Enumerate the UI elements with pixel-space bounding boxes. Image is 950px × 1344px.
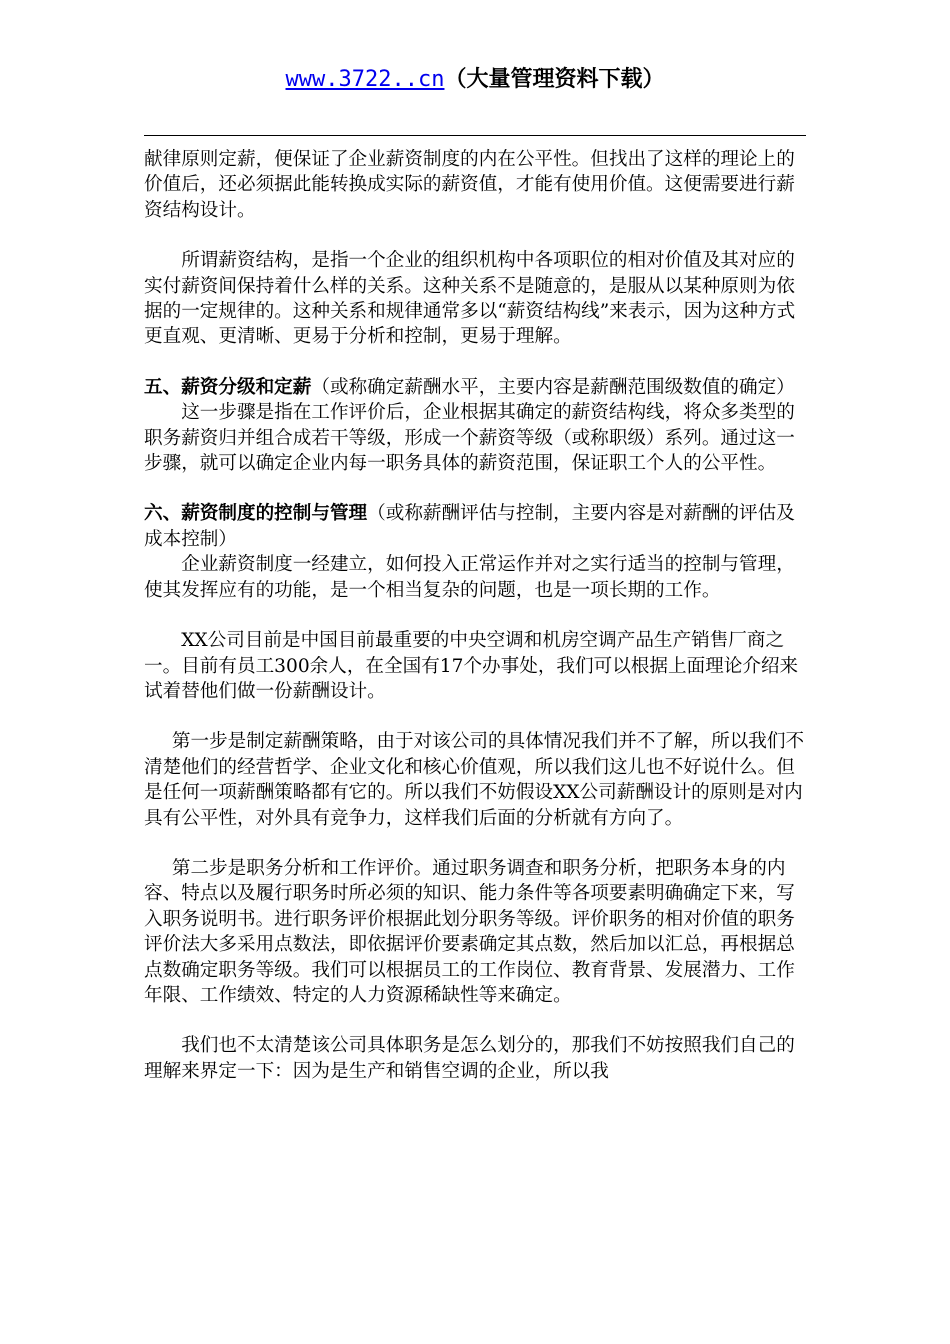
paragraph: 第二步是职务分析和工作评价。通过职务调查和职务分析，把职务本身的内容、特点以及履行职务时所必须的知识、能力条件等各项要素明确确定下来，写入职务说明书。进行职务评价根据此划分职务等级。评价职务的相对价值的职务评价法大多采用点数法，即依据评价要素确定其点数，然后加以汇总，再根据总点数确定职务等级。我们可以根据员工的工作岗位、教育背景、发展潜力、工作年限、工作绩效、特定的人力资源稀缺性等来确定。 bbox=[144, 857, 795, 1006]
paragraph: 企业薪资制度一经建立，如何投入正常运作并对之实行适当的控制与管理，使其发挥应有的功能，是一个相当复杂的问题，也是一项长期的工作。 bbox=[144, 554, 795, 601]
section-title: 五、薪资分级和定薪 bbox=[144, 376, 312, 398]
paragraph: 所谓薪资结构，是指一个企业的组织机构中各项职位的相对价值及其对应的实付薪资间保持着什么样的关系。这种关系不是随意的，是服从以某种原则为依据的一定规律的。这种关系和规律通常多以“薪资结构线”来表示，因为这种方式更直观、更清晰、更易于分析和控制，更易于理解。 bbox=[144, 250, 796, 348]
paragraph: 这一步骤是指在工作评价后，企业根据其确定的薪资结构线，将众多类型的职务薪资归并组合成若干等级，形成一个薪资等级（或称职级）系列。通过这一步骤，就可以确定企业内每一职务具体的薪资范围，保证职工个人的公平性。 bbox=[144, 402, 795, 475]
page-header bbox=[0, 62, 950, 98]
paragraph: 我们也不太清楚该公司具体职务是怎么划分的，那我们不妨按照我们自己的理解来界定一下：因为是生产和销售空调的企业，所以我 bbox=[144, 1035, 795, 1082]
paragraph: XX公司目前是中国目前最重要的中央空调和机房空调产品生产销售厂商之一。目前有员工300余人，在全国有17个办事处，我们可以根据上面理论介绍来试着替他们做一份薪酬设计。 bbox=[144, 630, 799, 702]
section-note: （或称薪酬评估与控制，主要内容是对薪酬的评估及成本控制） bbox=[144, 503, 795, 550]
document-body bbox=[144, 147, 812, 1084]
paragraph: 第一步是制定薪酬策略，由于对该公司的具体情况我们并不了解，所以我们不清楚他们的经营哲学、企业文化和核心价值观，所以我们这儿也不好说什么。但是任何一项薪酬策略都有它的。所以我们不妨假设XX公司薪酬设计的原则是对内具有公平性，对外具有竞争力，这样我们后面的分析就有方向了。 bbox=[144, 731, 805, 829]
paragraph: 献律原则定薪，便保证了企业薪资制度的内在公平性。但找出了这样的理论上的价值后，还必须据此能转换成实际的薪资值，才能有使用价值。这便需要进行薪资结构设计。 bbox=[144, 149, 795, 221]
section-heading-5 bbox=[144, 375, 812, 400]
section-heading-6 bbox=[144, 501, 812, 552]
header-tail: （大量管理资料下载） bbox=[444, 67, 665, 92]
header-divider bbox=[144, 135, 806, 136]
section-note: （或称确定薪酬水平，主要内容是薪酬范围级数值的确定） bbox=[311, 376, 795, 398]
site-link[interactable]: www.3722..cn bbox=[285, 67, 445, 92]
section-title: 六、薪资制度的控制与管理 bbox=[144, 503, 368, 525]
